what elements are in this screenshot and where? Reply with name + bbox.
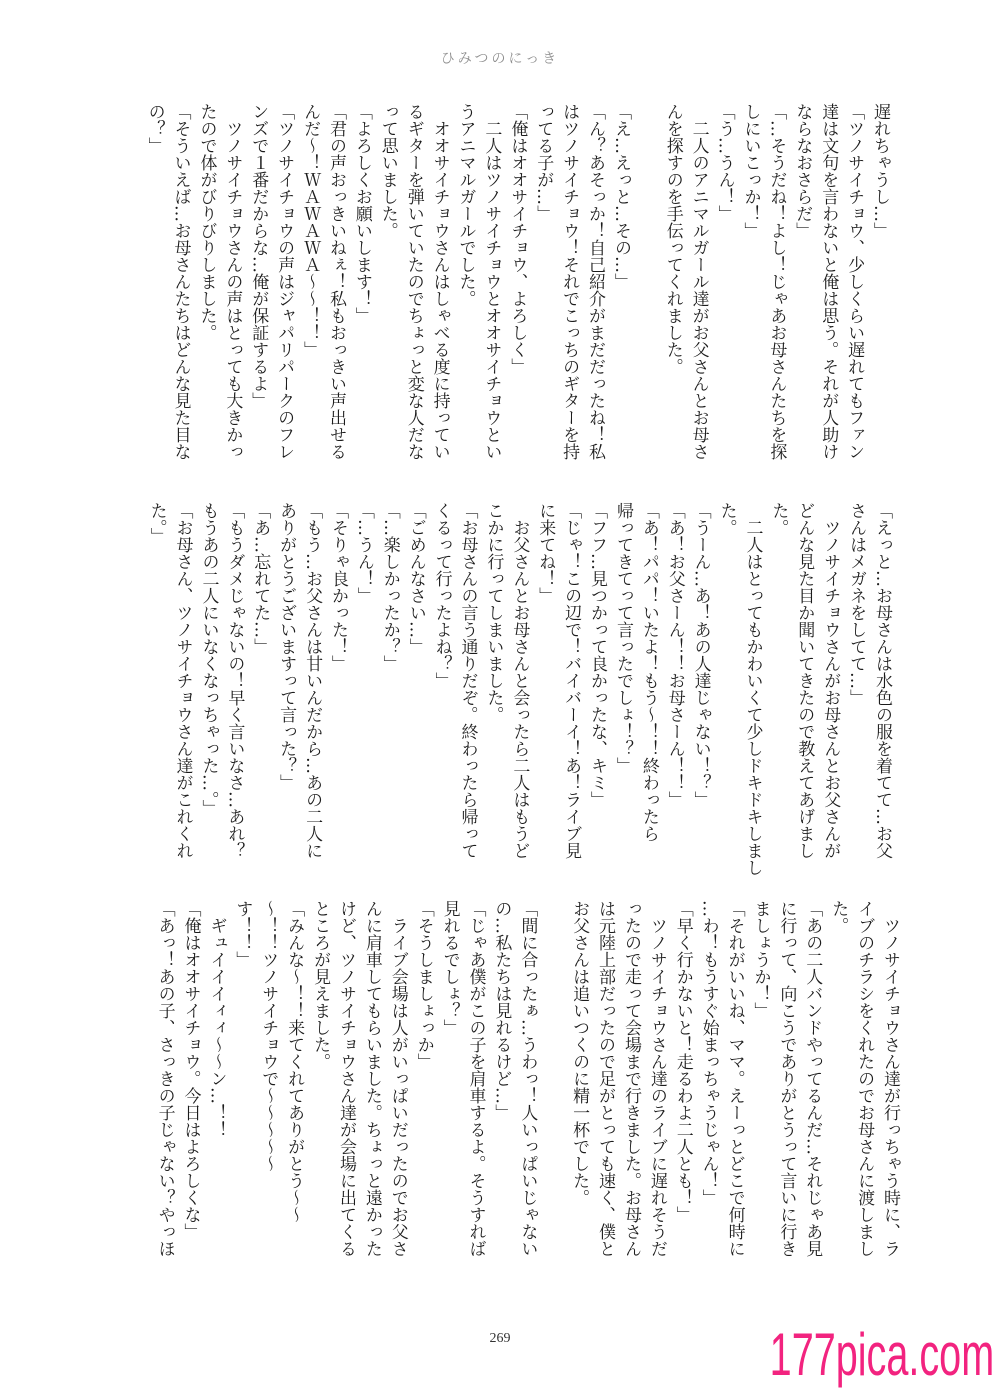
text-line: は元陸上部だったので足がとっても速く、僕と [595, 900, 616, 1257]
text-line: の…私たちは見れるけど…」 [491, 900, 512, 1121]
text-line: 二人はツノサイチョウとオオサイチョウとい [481, 103, 502, 460]
text-line: 「お母さんの言う通りだぞ。終わったら帰って [457, 502, 478, 859]
text-line: こかに行ってしまいました。 [483, 502, 504, 723]
watermark-text: 177pica.com [769, 1321, 994, 1388]
text-line: ってる子が…」 [533, 103, 554, 222]
text-line: 「早く行かないと！走るわよ二人とも！」 [672, 900, 693, 1223]
text-line: ツノサイチョウさんがお母さんとお父さんが [820, 502, 841, 859]
text-line: 「あ！お父さーん！！お母さーん！！」 [664, 502, 685, 808]
text-line: 「君の声おっきいねぇ！私もおっきい声出せる [325, 103, 346, 460]
text-line: 「じゃあ僕がこの子を肩車するよ。そうすれば [465, 900, 486, 1257]
text-line: 「あっ！あの子、さっきの子じゃない？やっほ [154, 900, 175, 1257]
text-line: ところが見えました。 [310, 900, 331, 1070]
text-line: 「…そうだね！よし！じゃあお母さんたちを探 [766, 103, 787, 460]
text-line: の？」 [144, 103, 165, 154]
text-block-upper [141, 103, 892, 460]
text-line: さんはメガネをしてて…」 [846, 502, 867, 706]
text-line: 「間に合ったぁ…うわっ！人いっぱいじゃない [517, 900, 538, 1257]
text-line: 「あ！パパ！いたよ！もう〜！！終わったら [638, 502, 659, 842]
text-line: 遅れちゃうし…」 [870, 103, 890, 239]
text-line: 「お母さん、ツノサイチョウさん達がこれくれ [172, 502, 193, 859]
text-line: ならなおさらだ」 [792, 103, 813, 239]
text-line: 「ツノサイチョウの声はジャパリパークのフレ [274, 103, 295, 460]
text-line: 「みんな〜！！来てくれてありがとう〜〜 [284, 900, 305, 1223]
text-line: ったので走って会場まで行きました。お母さん [620, 900, 641, 1257]
text-line: 「よろしくお願いします！」 [351, 103, 372, 324]
text-line: 「う…うん！」 [714, 103, 735, 222]
text-line: もうあの二人にいなくなっちゃった…。」 [198, 502, 219, 817]
text-line: 「ん？あそっか！自己紹介がまだだったね！私 [585, 103, 606, 460]
text-line: ツノサイチョウさん達のライブに遅れそうだ [646, 900, 667, 1257]
text-line: 二人のアニマルガール達がお父さんとお母さ [688, 103, 709, 460]
text-line: 「ごめんなさい…」 [405, 502, 426, 655]
text-line: お父さんとお母さんと会ったら二人はもうど [509, 502, 530, 859]
text-line: 「あ…忘れてた…」 [250, 502, 271, 655]
text-line: 二人はとってもかわいくて少しドキドキしまし [742, 502, 763, 876]
text-line: 「もうダメじゃないの！早く言いなさ…あれ？ [224, 502, 245, 859]
text-line: うアニマルガールでした。 [455, 103, 476, 307]
text-line: 〜！！ツノサイチョウで〜〜〜〜〜 [258, 900, 279, 1172]
text-line: 「あの二人バンドやってるんだ…それじゃあ見 [802, 900, 823, 1257]
text-line: 「ツノサイチョウ、少しくらい遅れてもファン [844, 103, 865, 460]
text-line: お父さんは追いつくのに精一杯でした。 [569, 900, 590, 1206]
text-line: しにいこっか！」 [740, 103, 761, 239]
text-line: ツノサイチョウさんの声はとっても大きかっ [222, 103, 243, 460]
text-line: 「うーん…あ！あの人達じゃない！？」 [690, 502, 711, 808]
text-line: 帰ってきてって言ったでしょ！？」 [612, 502, 633, 774]
text-line: 「そういえば…お母さんたちはどんな見た目な [170, 103, 191, 460]
text-line: はツノサイチョウ！それでこっちのギターを持 [559, 103, 580, 460]
text-line: 「俺はオオサイチョウ、よろしく」 [507, 103, 528, 375]
text-line: オオサイチョウさんはしゃべる度に持ってい [429, 103, 450, 460]
text-block-middle [143, 502, 894, 876]
text-line: 「…楽しかったか？」 [379, 502, 400, 672]
text-line: どんな見た目か聞いてきたので教えてあげまし [794, 502, 815, 859]
text-line: に行って、向こうでありがとうって言いに行き [776, 900, 797, 1257]
text-line: 「えっと…お母さんは水色の服を着てて…お父 [872, 502, 892, 859]
text-line: ましょうか！」 [750, 900, 771, 1019]
text-line: 「そうしましょっか」 [413, 900, 434, 1070]
text-line: 「え…えっと…その…」 [610, 103, 631, 290]
text-line: 「それがいいね、ママ。えーっとどこで何時に [724, 900, 745, 1257]
text-line: 「じゃ！この辺で！バイバーイ！あ！ライブ見 [561, 502, 582, 859]
text-line: 見れるでしょ？」 [439, 900, 460, 1036]
text-line: たので体がびりびりしました。 [196, 103, 217, 341]
text-line: す！！」 [232, 900, 253, 968]
text-line: た。 [768, 502, 789, 536]
text-line: くるって行ったよね？」 [431, 502, 452, 689]
text-line: 「もう…お父さんは甘いんだから…あの二人に [302, 502, 323, 859]
text-line: 「…うん！」 [353, 502, 374, 604]
text-line: けど、ツノサイチョウさん達が会場に出てくる [335, 900, 356, 1257]
text-line: に来てね！」 [535, 502, 556, 604]
text-line: 「フフ…見つかって良かったな、キミ」 [587, 502, 608, 808]
text-line: ツノサイチョウさん達が行っちゃう時に、ラ [880, 900, 900, 1257]
text-line: って思いました。 [377, 103, 398, 239]
text-line: 「俺はオオサイチョウ。今日はよろしくな」 [180, 900, 201, 1240]
page-number: 269 [489, 1331, 511, 1346]
text-line: 「そりゃ良かった！」 [327, 502, 348, 672]
text-line: ギュイイイィィ〜〜ン…！！ [206, 900, 227, 1138]
text-line: た。」 [146, 502, 167, 545]
text-line: ンズで１番だからな…俺が保証するよ」 [248, 103, 269, 409]
text-line: ありがとうございますって言った？」 [276, 502, 297, 791]
text-line: んだ〜！ＷＡＷＡＷＡ〜〜！！」 [300, 103, 321, 358]
text-line: た。 [828, 900, 849, 934]
text-line: るギターを弾いていたのでちょっと変な人だな [403, 103, 424, 460]
text-line: んを探すのを手伝ってくれました。 [662, 103, 683, 375]
text-line: …わ！もうすぐ始まっちゃうじゃん！」 [698, 900, 719, 1206]
blank-line [539, 900, 565, 1257]
text-line: イブのチラシをくれたのでお母さんに渡しまし [854, 900, 875, 1257]
blank-line [633, 103, 659, 460]
text-block-lower [151, 900, 902, 1257]
text-line: 達は文句を言わないと俺は思う。それが人助け [818, 103, 839, 460]
text-line: んに肩車してもらいました。ちょっと遠かった [361, 900, 382, 1257]
text-line: ライブ会場は人がいっぱいだったのでお父さ [387, 900, 408, 1257]
running-title: ひみつのにっき [440, 51, 560, 67]
text-line: た。 [716, 502, 737, 536]
